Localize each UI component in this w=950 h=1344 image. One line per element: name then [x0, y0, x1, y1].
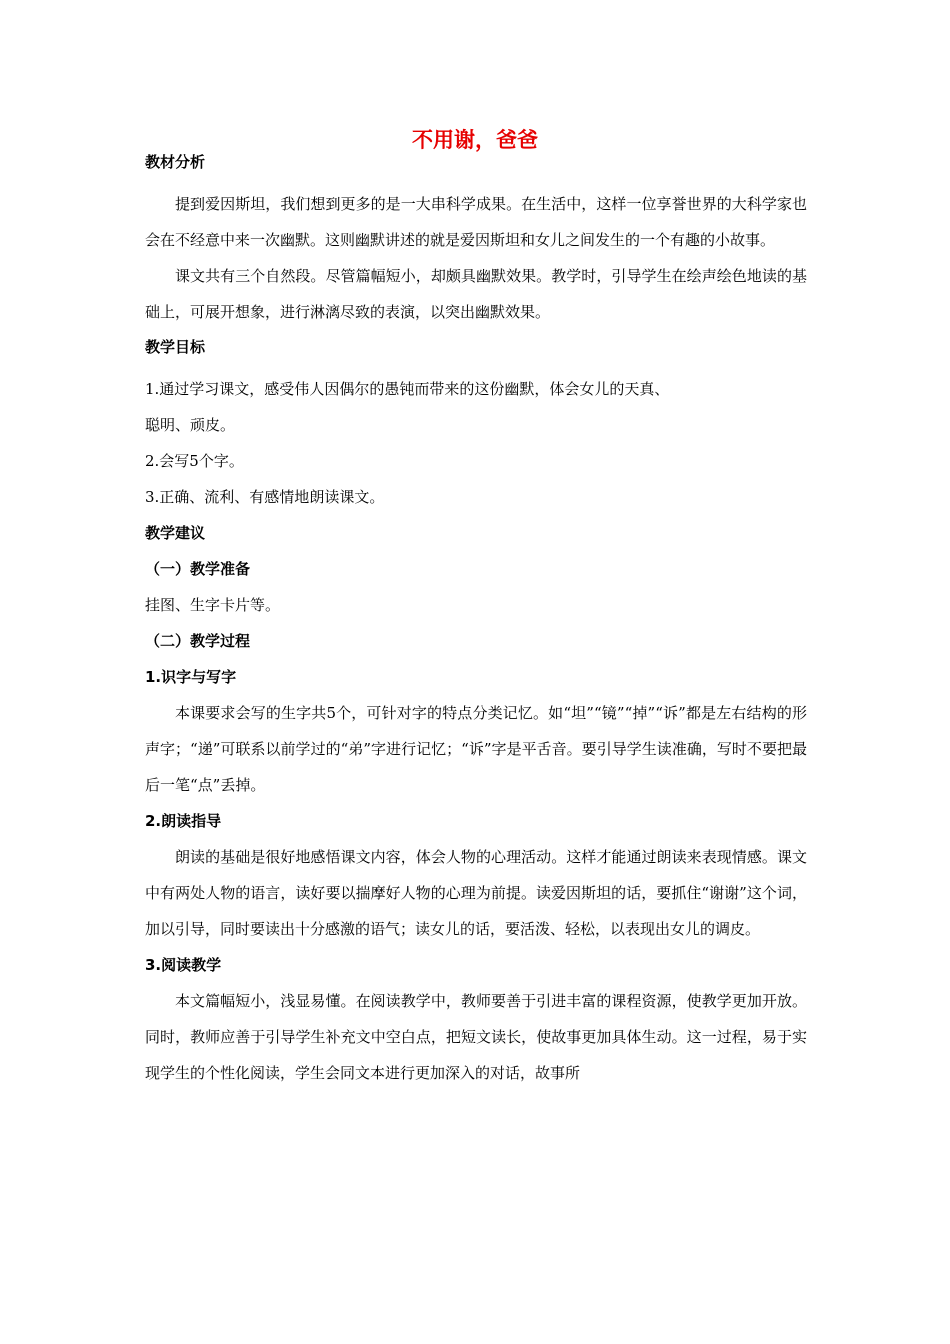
step-1-text: 本课要求会写的生字共5个，可针对字的特点分类记忆。如“坦”“镜”“掉”“诉”都是左右结构的形声字；“递”可联系以前学过的“弟”字进行记忆；“诉”字是平舌音。要引导学生读准确，写时不要把最后一笔“点”丢掉。: [145, 704, 807, 794]
goal-2: 2.会写5个字。: [145, 452, 244, 470]
goal-1-line-1: 1.通过学习课文，感受伟人因偶尔的愚钝而带来的这份幽默，体会女儿的天真、: [145, 380, 670, 398]
section-heading-teaching-suggestions: 教学建议: [145, 524, 206, 542]
step-2-heading: 2.朗读指导: [145, 812, 222, 830]
subheading-teaching-preparation: （一）教学准备: [145, 560, 251, 578]
document-title: 不用谢，爸爸: [412, 128, 538, 152]
step-3-text: 本文篇幅短小，浅显易懂。在阅读教学中，教师要善于引进丰富的课程资源，使教学更加开放。同时，教师应善于引导学生补充文中空白点，把短文读长，使故事更加具体生动。这一过程，易于实现学生的个性化阅读，学生会同文本进行更加深入的对话，故事所: [145, 992, 807, 1082]
subheading-teaching-process: （二）教学过程: [145, 632, 251, 650]
goal-3: 3.正确、流利、有感情地朗读课文。: [145, 488, 385, 506]
step-3-heading: 3.阅读教学: [145, 956, 222, 974]
section-heading-teaching-goals: 教学目标: [145, 338, 206, 356]
step-1-heading: 1.识字与写字: [145, 668, 237, 686]
section-heading-textbook-analysis: 教材分析: [145, 153, 206, 171]
analysis-paragraph-1: 提到爱因斯坦，我们想到更多的是一大串科学成果。在生活中，这样一位享誉世界的大科学家也会在不经意中来一次幽默。这则幽默讲述的就是爱因斯坦和女儿之间发生的一个有趣的小故事。: [145, 195, 807, 249]
document-body: [145, 150, 807, 1091]
step-2-text: 朗读的基础是很好地感悟课文内容，体会人物的心理活动。这样才能通过朗读来表现情感。课文中有两处人物的语言，读好要以揣摩好人物的心理为前提。读爱因斯坦的话，要抓住“谢谢”这个词，加以引导，同时要读出十分感激的语气；读女儿的话，要活泼、轻松，以表现出女儿的调皮。: [145, 848, 807, 938]
goal-1-line-2: 聪明、顽皮。: [145, 416, 236, 434]
preparation-text: 挂图、生字卡片等。: [145, 596, 281, 614]
analysis-paragraph-2: 课文共有三个自然段。尽管篇幅短小，却颇具幽默效果。教学时，引导学生在绘声绘色地读的基础上，可展开想象，进行淋漓尽致的表演，以突出幽默效果。: [145, 267, 807, 321]
